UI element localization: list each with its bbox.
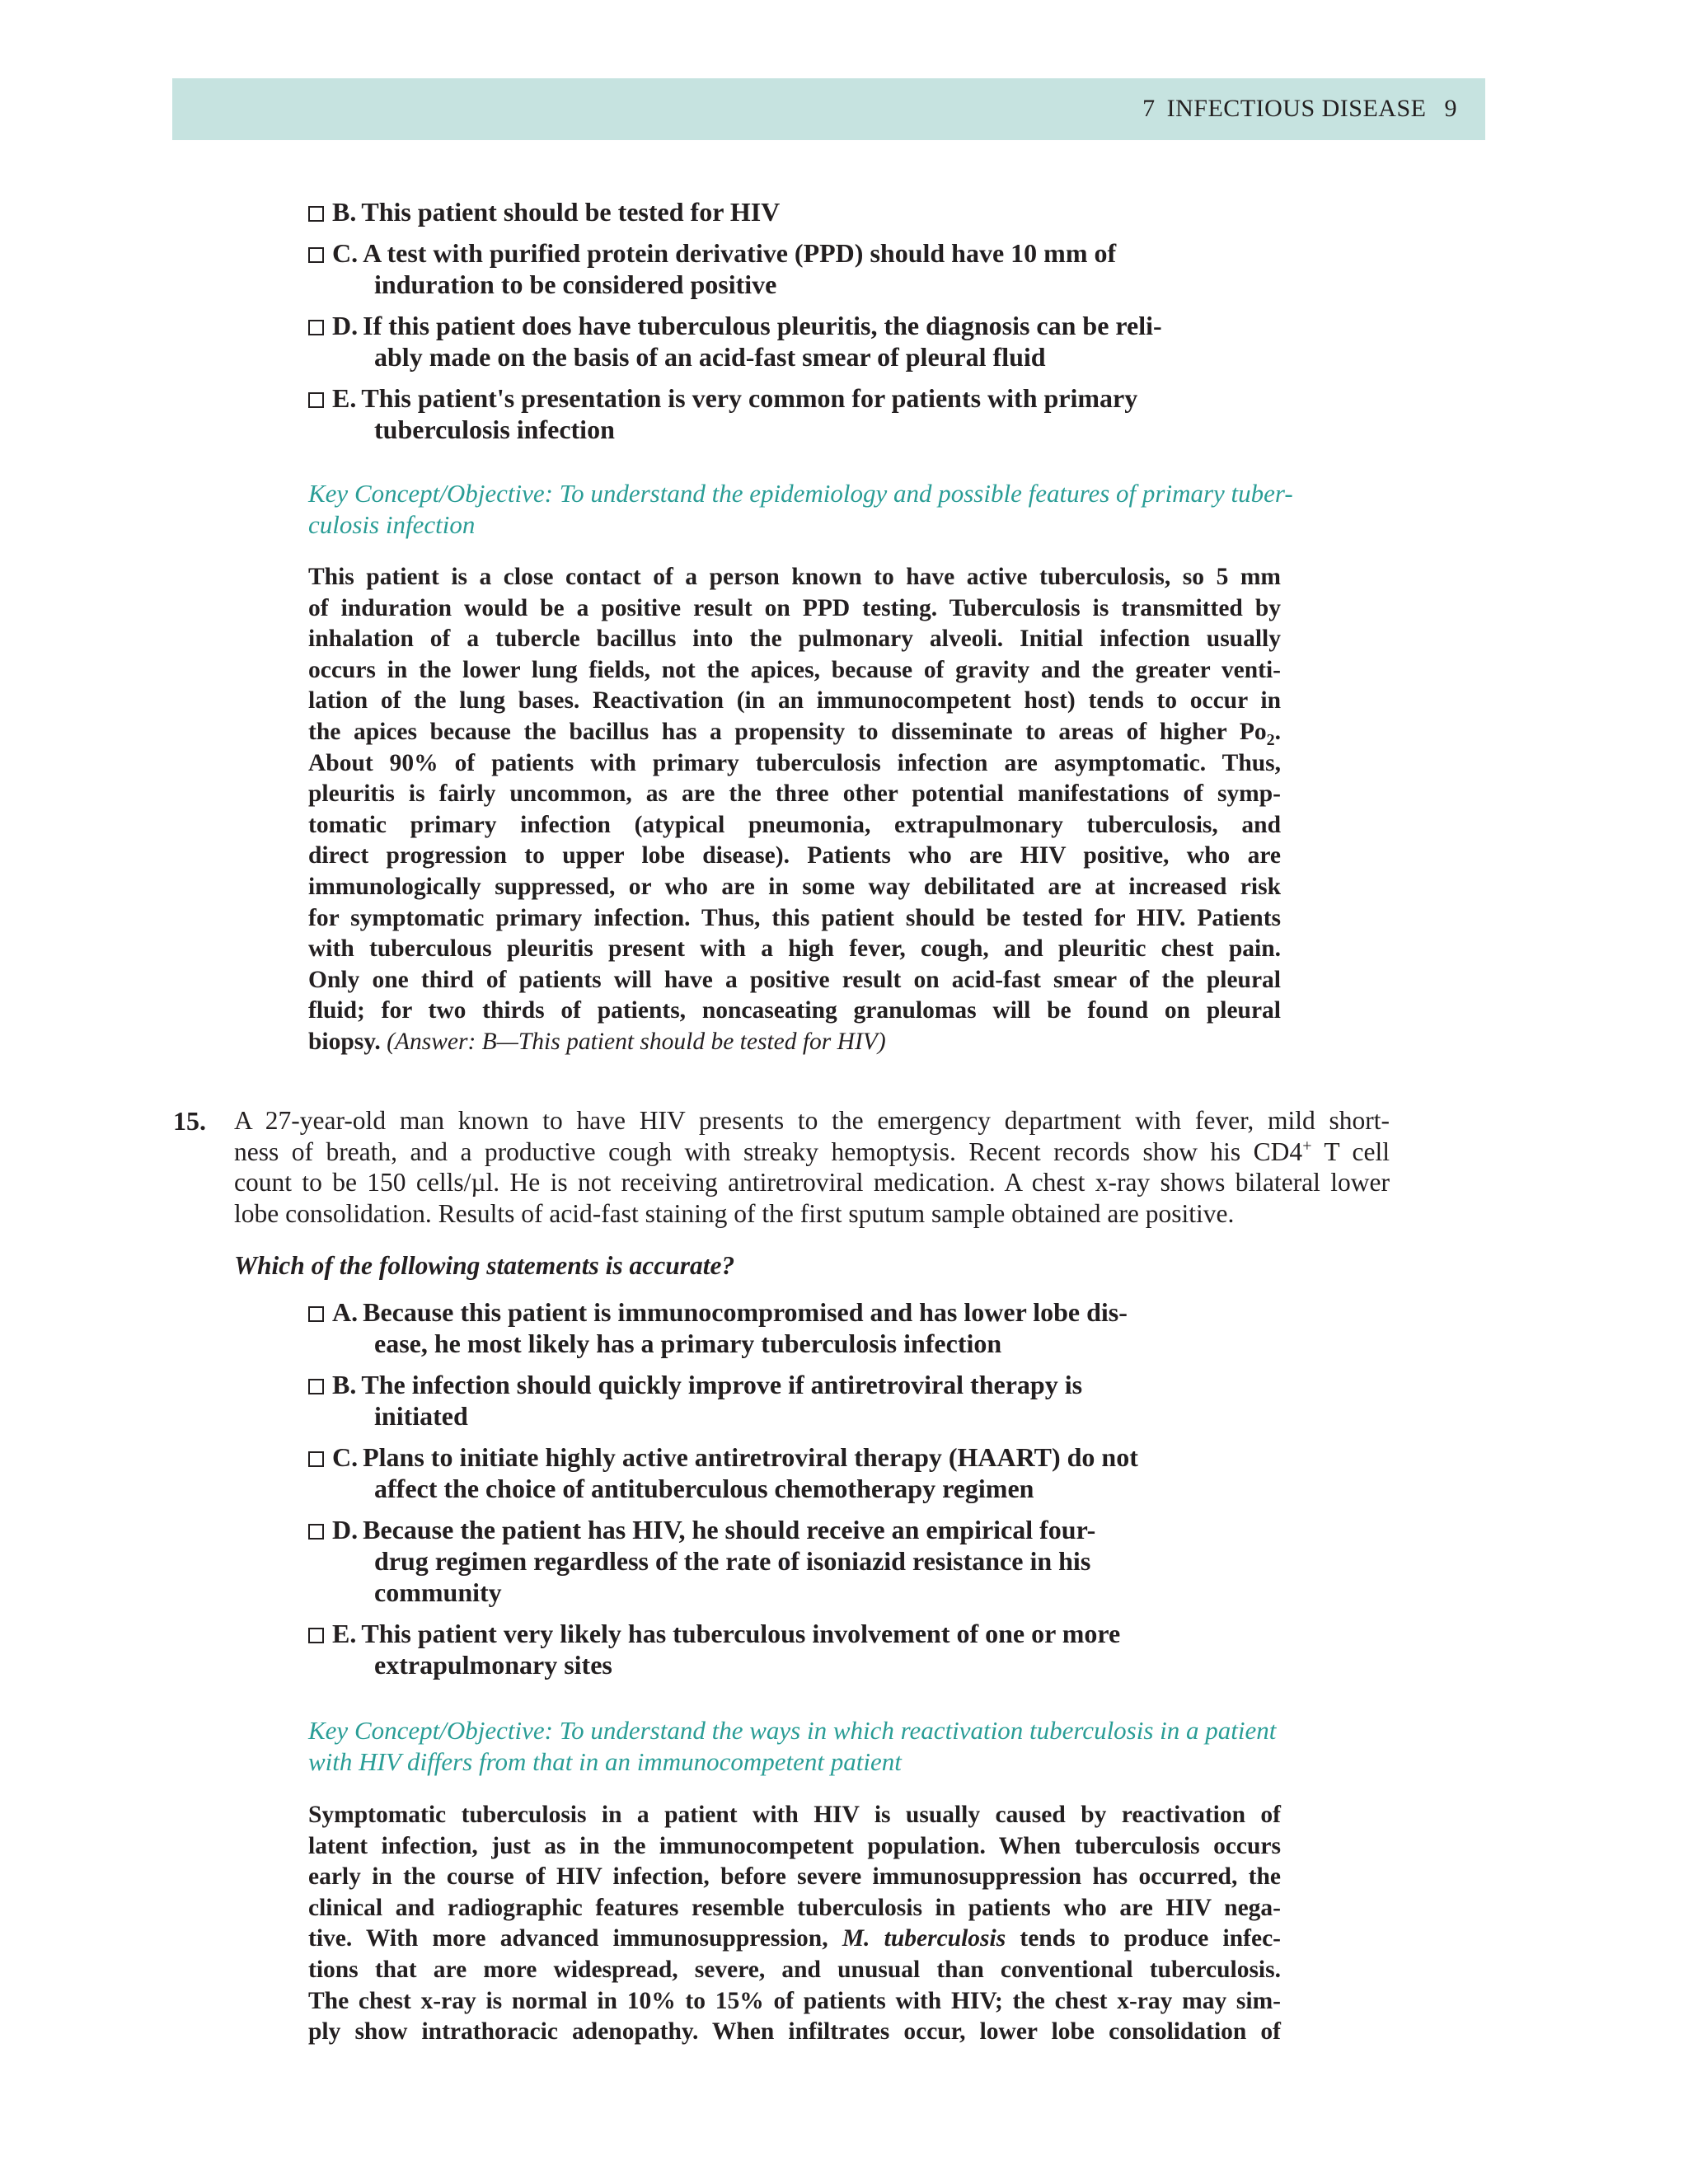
explanation-line: Only one third of patients will have a positive result on acid-fast smear of the pleural xyxy=(308,966,1281,993)
question-number: 15. xyxy=(173,1106,206,1136)
running-header xyxy=(172,78,1485,140)
stem-line: A 27-year-old man known to have HIV presents to the emergency department with fever, mild short- xyxy=(234,1106,1390,1135)
option-letter: D. xyxy=(332,1515,359,1544)
q15-option-c[interactable] xyxy=(308,1441,1281,1504)
q14-option-b[interactable] xyxy=(308,196,1281,227)
explanation-line: Symptomatic tuberculosis in a patient with HIV is usually caused by reactivation of xyxy=(308,1802,1281,1828)
stem-line: count to be 150 cells/µl. He is not receiving antiretroviral medication. A chest x-ray shows bilateral lower xyxy=(234,1168,1390,1197)
key-concept-line: culosis infection xyxy=(308,510,476,539)
organism-name: M. tuberculosis xyxy=(842,1925,1006,1952)
explanation-text: the apices because the bacillus has a propensity to disseminate to areas of higher Po xyxy=(308,718,1267,745)
checkbox-icon[interactable] xyxy=(308,247,324,263)
q15-explanation xyxy=(308,1800,1281,2048)
cd4-superscript: + xyxy=(1302,1137,1312,1155)
option-text: Because the patient has HIV, he should receive an empirical four- xyxy=(363,1515,1096,1544)
stem-text: ness of breath, and a productive cough with streaky hemoptysis. Recent records show his CD4 xyxy=(234,1137,1303,1166)
checkbox-icon[interactable] xyxy=(308,1628,324,1643)
explanation-text: tends to produce infec- xyxy=(1006,1925,1281,1952)
cd4-suffix: T cell xyxy=(1311,1137,1390,1166)
explanation-line: fluid; for two thirds of patients, noncaseating granulomas will be found on pleural xyxy=(308,997,1281,1024)
checkbox-icon[interactable] xyxy=(308,320,324,335)
option-text: A test with purified protein derivative (PPD) should have 10 mm of xyxy=(363,238,1117,268)
q15-option-d[interactable] xyxy=(308,1514,1281,1608)
option-text-cont: tuberculosis infection xyxy=(374,415,615,444)
option-text-cont: extrapulmonary sites xyxy=(374,1650,612,1680)
q14-explanation xyxy=(308,562,1281,1058)
explanation-line: lation of the lung bases. Reactivation (in an immunocompetent host) tends to occur in xyxy=(308,687,1281,715)
q15-option-a[interactable] xyxy=(308,1296,1281,1359)
page-number: 9 xyxy=(1444,95,1457,122)
option-text: This patient very likely has tuberculous involvement of one or more xyxy=(361,1619,1121,1648)
option-text: This patient should be tested for HIV xyxy=(361,197,781,227)
option-text-cont: induration to be considered positive xyxy=(374,269,777,299)
checkbox-icon[interactable] xyxy=(308,1379,324,1394)
explanation-line: with tuberculous pleuritis present with a high fever, cough, and pleuritic chest pain. xyxy=(308,935,1281,963)
explanation-line: About 90% of patients with primary tuberculosis infection are asymptomatic. Thus, xyxy=(308,749,1281,776)
explanation-line: early in the course of HIV infection, before severe immunosuppression has occurred, the xyxy=(308,1863,1281,1891)
q15-option-e[interactable] xyxy=(308,1618,1281,1680)
explanation-line: immunologically suppressed, or who are in some way debilitated are at increased risk xyxy=(308,873,1281,900)
checkbox-icon[interactable] xyxy=(308,1524,324,1540)
explanation-line: latent infection, just as in the immunocompetent population. When tuberculosis occurs xyxy=(308,1832,1281,1859)
option-text-cont: initiated xyxy=(374,1401,468,1431)
explanation-line: direct progression to upper lobe disease). Patients who are HIV positive, who are xyxy=(308,842,1281,869)
chapter-title: INFECTIOUS DISEASE xyxy=(1166,95,1427,122)
option-letter: E. xyxy=(332,383,357,413)
checkbox-icon[interactable] xyxy=(308,392,324,408)
option-text: This patient's presentation is very common for patients with primary xyxy=(361,383,1138,413)
explanation-line: This patient is a close contact of a person known to have active tuberculosis, so 5 mm xyxy=(308,564,1281,590)
explanation-text: tive. With more advanced immunosuppression, xyxy=(308,1925,828,1952)
checkbox-icon[interactable] xyxy=(308,1306,324,1322)
option-text-cont: affect the choice of antituberculous chemotherapy regimen xyxy=(374,1474,1034,1503)
key-concept-line: Key Concept/Objective: To understand the epidemiology and possible features of primary tuber- xyxy=(308,479,1293,508)
explanation-line: inhalation of a tubercle bacillus into the pulmonary alveoli. Initial infection usually xyxy=(308,626,1281,653)
option-letter: C. xyxy=(332,1442,359,1472)
q15-key-concept xyxy=(308,1715,1297,1778)
chapter-number: 7 xyxy=(1142,95,1156,122)
key-concept-line: with HIV differs from that in an immunocompetent patient xyxy=(308,1747,902,1776)
explanation-line: The chest x-ray is normal in 10% to 15% of patients with HIV; the chest x-ray may sim- xyxy=(308,1987,1281,2014)
checkbox-icon[interactable] xyxy=(308,206,324,222)
option-letter: C. xyxy=(332,238,359,268)
option-text-cont: ably made on the basis of an acid-fast smear of pleural fluid xyxy=(374,342,1046,372)
stem-line-cd4 xyxy=(234,1137,1390,1168)
option-text-cont: community xyxy=(374,1577,502,1607)
explanation-text: biopsy. xyxy=(308,1028,381,1055)
option-text: Because this patient is immunocompromised and has lower lobe dis- xyxy=(363,1297,1128,1327)
explanation-line: for symptomatic primary infection. Thus, this patient should be tested for HIV. Patients xyxy=(308,904,1281,931)
q15-stem xyxy=(234,1105,1390,1229)
key-concept-line: Key Concept/Objective: To understand the ways in which reactivation tuberculosis in a patient xyxy=(308,1716,1277,1745)
q14-option-d[interactable] xyxy=(308,310,1281,373)
option-text: Plans to initiate highly active antiretroviral therapy (HAART) do not xyxy=(363,1442,1138,1472)
explanation-line: occurs in the lower lung fields, not the apices, because of gravity and the greater venti- xyxy=(308,656,1281,683)
answer-text: (Answer: B—This patient should be tested for HIV) xyxy=(387,1028,886,1055)
explanation-line-answer xyxy=(308,1027,1281,1058)
checkbox-icon[interactable] xyxy=(308,1451,324,1467)
option-text: If this patient does have tuberculous pleuritis, the diagnosis can be reli- xyxy=(363,311,1162,340)
q15-option-b[interactable] xyxy=(308,1369,1281,1432)
q14-key-concept xyxy=(308,478,1297,541)
explanation-line: ply show intrathoracic adenopathy. When infiltrates occur, lower lobe consolidation of xyxy=(308,2018,1281,2046)
q14-option-e[interactable] xyxy=(308,382,1281,445)
option-letter: E. xyxy=(332,1619,357,1648)
po2-subscript: 2 xyxy=(1266,730,1275,749)
stem-line: lobe consolidation. Results of acid-fast staining of the first sputum sample obtained are positive. xyxy=(234,1198,1235,1228)
option-text: The infection should quickly improve if antiretroviral therapy is xyxy=(361,1370,1083,1399)
header-text xyxy=(1142,95,1457,123)
option-letter: B. xyxy=(332,197,357,227)
q14-option-c[interactable] xyxy=(308,237,1281,300)
option-text-cont: ease, he most likely has a primary tuberculosis infection xyxy=(374,1329,1002,1358)
explanation-line-organism xyxy=(308,1924,1281,1955)
explanation-line: tions that are more widespread, severe, and unusual than conventional tuberculosis. xyxy=(308,1956,1281,1983)
option-text-cont: drug regimen regardless of the rate of isoniazid resistance in his xyxy=(374,1546,1091,1576)
explanation-line: tomatic primary infection (atypical pneumonia, extrapulmonary tuberculosis, and xyxy=(308,811,1281,838)
option-letter: D. xyxy=(332,311,359,340)
explanation-line: of induration would be a positive result on PPD testing. Tuberculosis is transmitted by xyxy=(308,594,1281,621)
option-letter: B. xyxy=(332,1370,357,1399)
po2-suffix: . xyxy=(1274,718,1281,745)
option-letter: A. xyxy=(332,1297,359,1327)
explanation-line: clinical and radiographic features resemble tuberculosis in patients who are HIV nega- xyxy=(308,1894,1281,1921)
explanation-line: pleuritis is fairly uncommon, as are the three other potential manifestations of symp- xyxy=(308,780,1281,808)
explanation-line-po2 xyxy=(308,717,1281,748)
q15-prompt: Which of the following statements is accurate? xyxy=(234,1251,735,1280)
